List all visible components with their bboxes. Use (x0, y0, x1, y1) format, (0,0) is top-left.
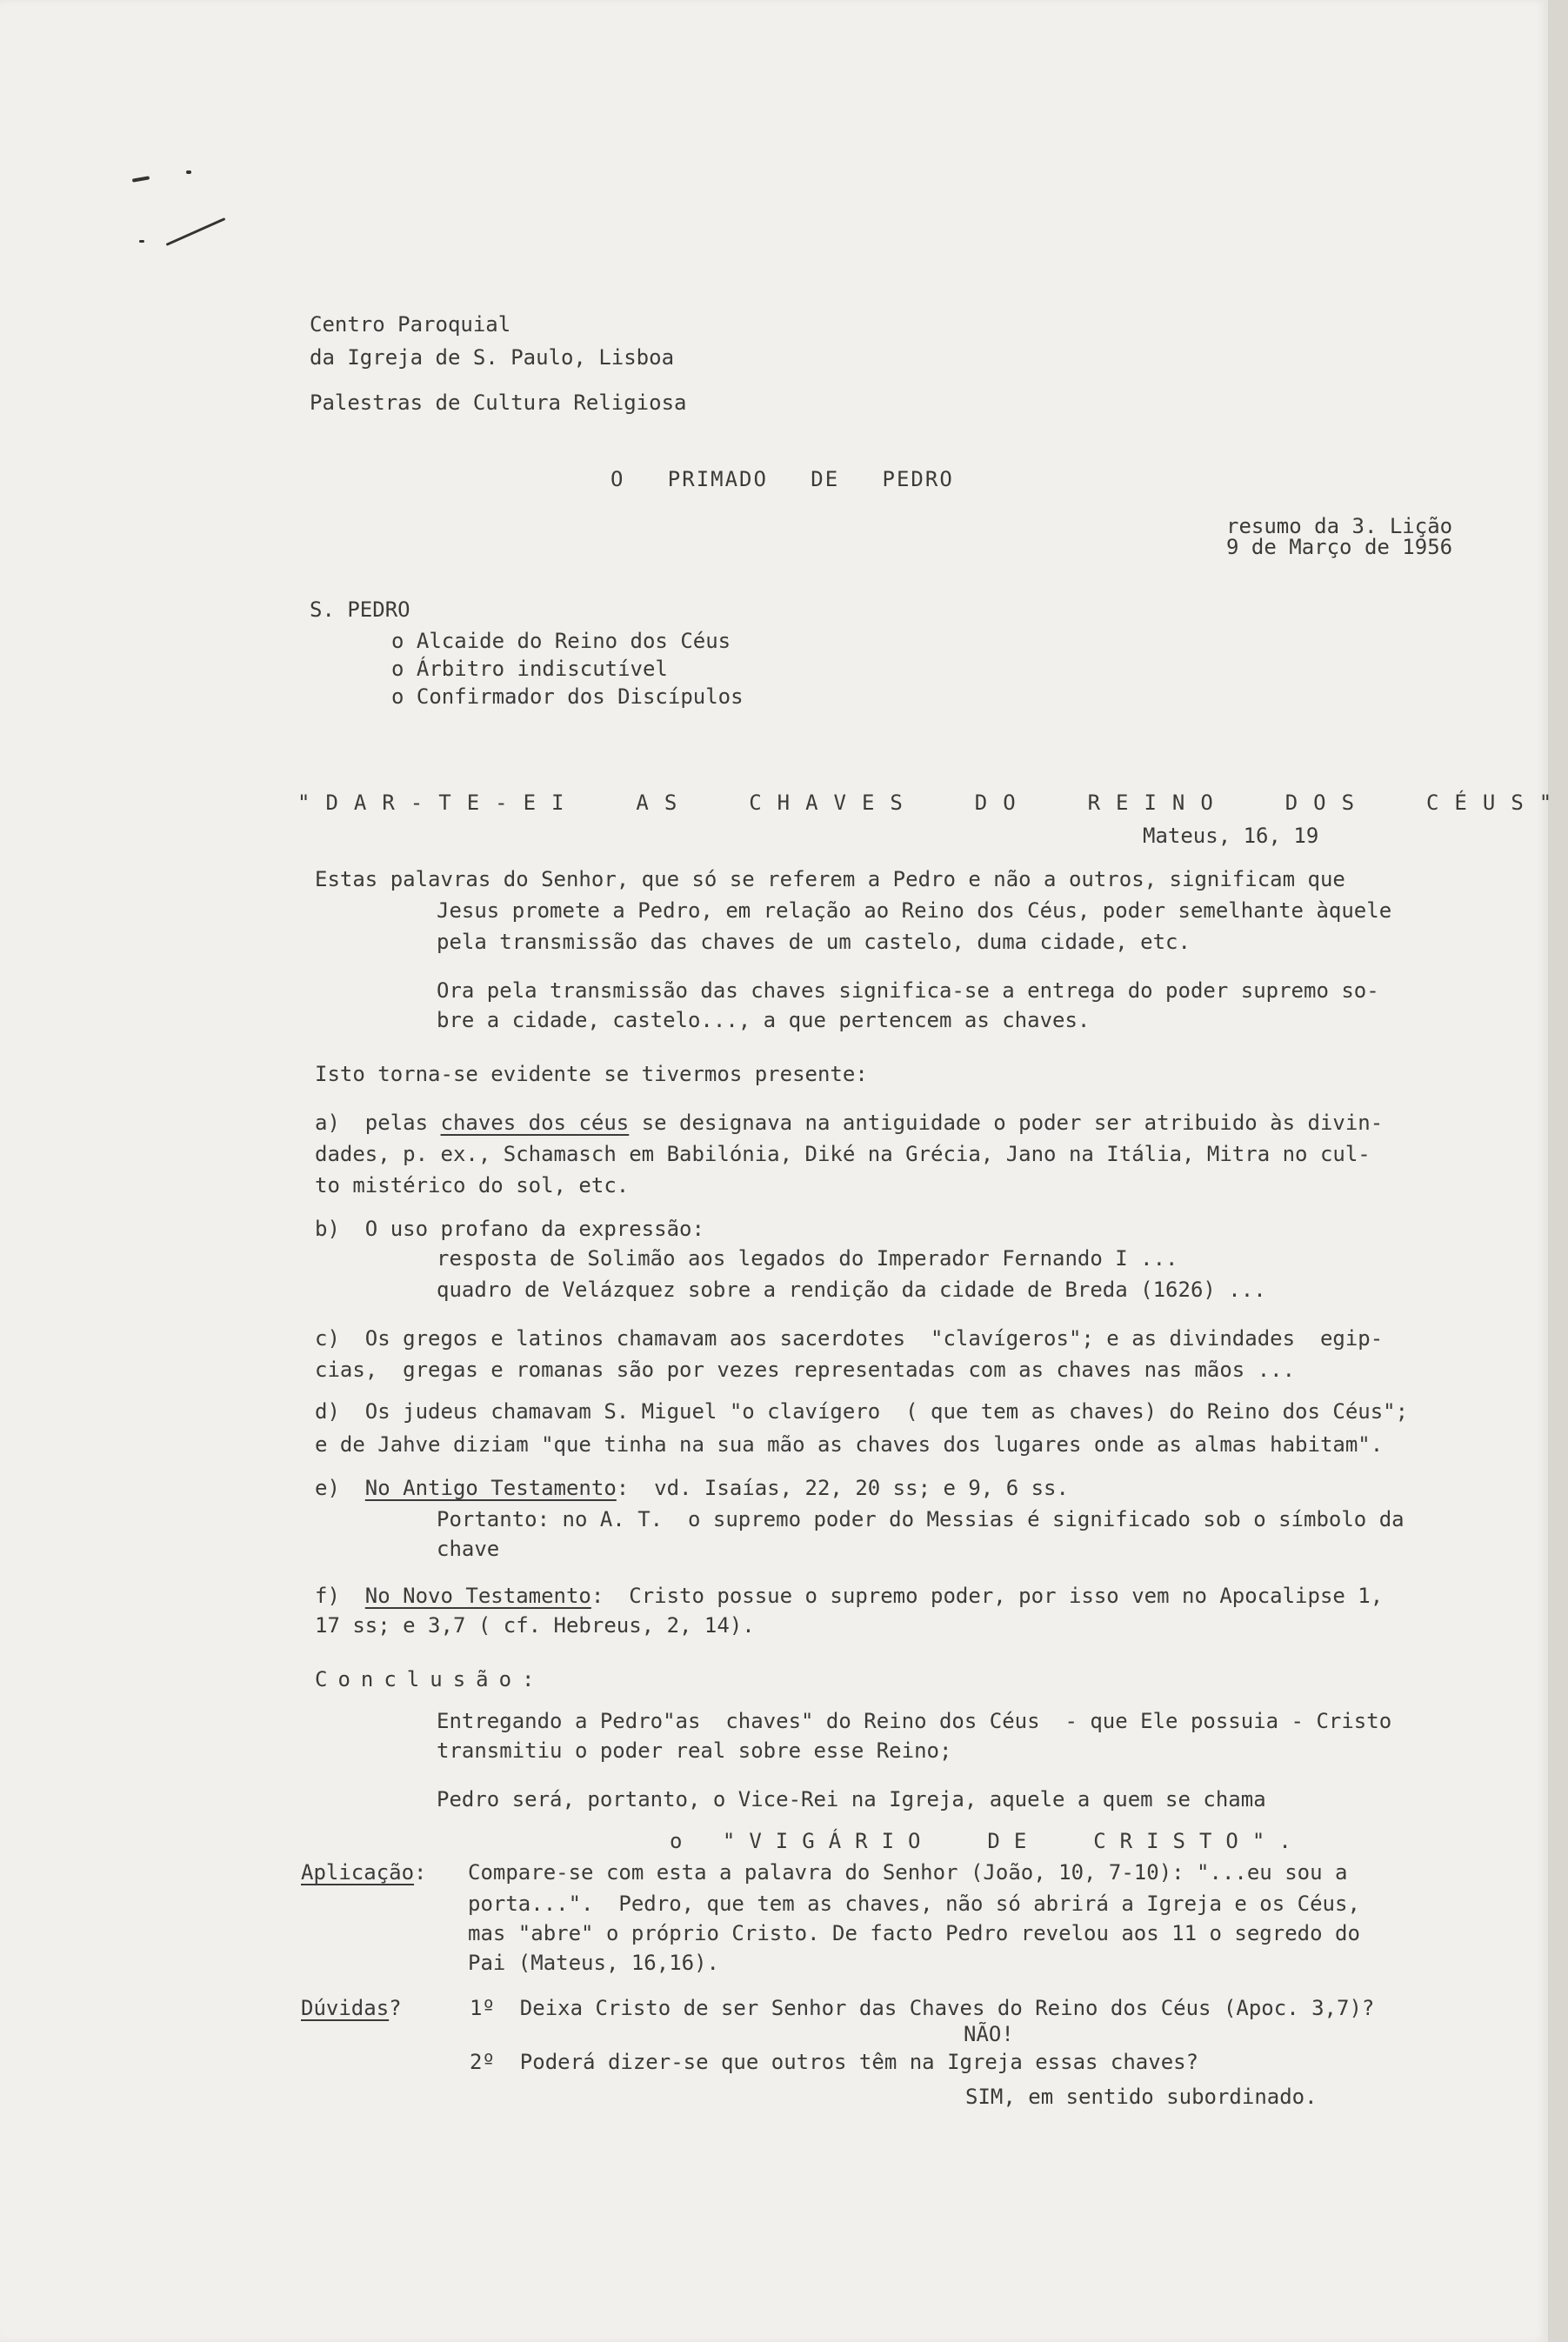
item-f-line: 17 ss; e 3,7 ( cf. Hebreus, 2, 14). (315, 1613, 755, 1638)
intro-line: Ora pela transmissão das chaves significa-se a entrega do poder supremo so- (437, 978, 1379, 1003)
conclusion-label: Conclusão: (315, 1667, 545, 1691)
item-b-line: b) O uso profano da expressão: (315, 1217, 704, 1241)
doubt-answer: NÃO! (964, 2022, 1014, 2046)
item-c-line: c) Os gregos e latinos chamavam aos sacerdotes "clavígeros"; e as divindades egip- (315, 1326, 1384, 1351)
item-e-line: Portanto: no A. T. o supremo poder do Messias é significado sob o símbolo da (437, 1507, 1405, 1531)
main-quote: "DAR-TE-EI AS CHAVES DO REINO DOS CÉUS" (297, 791, 1568, 815)
ink-mark (139, 240, 144, 243)
item-e-line (315, 1473, 1069, 1503)
item-c-line: cias, gregas e romanas são por vezes representadas com as chaves nas mãos ... (315, 1358, 1296, 1382)
intro-line: Isto torna-se evidente se tivermos presente: (315, 1062, 868, 1086)
conclusion-line: transmitiu o poder real sobre esse Reino; (437, 1738, 952, 1763)
saint-role: o Alcaide do Reino dos Céus (391, 629, 731, 653)
doubts-qmark: ? (389, 1996, 402, 2020)
series-title: Palestras de Cultura Religiosa (310, 390, 687, 415)
application-heading (301, 1858, 427, 1887)
vicar-title: o "VIGÁRIO DE CRISTO". (670, 1829, 1305, 1853)
conclusion-line: Pedro será, portanto, o Vice-Rei na Igreja, aquele a quem se chama (437, 1787, 1266, 1812)
application-line: Pai (Mateus, 16,16). (468, 1951, 719, 1975)
doubts-heading (301, 1993, 402, 2023)
item-a-rest: se designava na antiguidade o poder ser atribuido às divin- (629, 1111, 1384, 1135)
saint-role: o Árbitro indiscutível (391, 657, 668, 681)
paper-edge (1548, 0, 1568, 2342)
item-e-line: chave (437, 1537, 500, 1561)
application-colon: : (414, 1860, 427, 1885)
item-e-rest: : vd. Isaías, 22, 20 ss; e 9, 6 ss. (616, 1476, 1069, 1500)
item-f-line (315, 1581, 1383, 1611)
doubt-question: 1º Deixa Cristo de ser Senhor das Chaves do Reino dos Céus (Apoc. 3,7)? (470, 1996, 1375, 2020)
saint-name: S. PEDRO (310, 597, 410, 622)
document-title: O PRIMADO DE PEDRO (611, 467, 954, 491)
item-b-line: resposta de Solimão aos legados do Imperador Fernando I ... (437, 1246, 1178, 1271)
item-b-line: quadro de Velázquez sobre a rendição da cidade de Breda (1626) ... (437, 1278, 1266, 1302)
doubts-label: Dúvidas (301, 1996, 390, 2020)
item-a-line: to mistérico do sol, etc. (315, 1173, 630, 1198)
intro-line: Estas palavras do Senhor, que só se referem a Pedro e não a outros, significam que (315, 867, 1345, 891)
quote-reference: Mateus, 16, 19 (1143, 824, 1319, 848)
item-e-prefix: e) (315, 1476, 365, 1500)
saint-role: o Confirmador dos Discípulos (391, 684, 744, 709)
intro-line: bre a cidade, castelo..., a que pertencem as chaves. (437, 1008, 1091, 1032)
application-label: Aplicação (301, 1860, 415, 1885)
item-d-line: e de Jahve diziam "que tinha na sua mão as chaves dos lugares onde as almas habitam". (315, 1432, 1384, 1457)
lesson-date: 9 de Março de 1956 (1226, 535, 1453, 559)
item-f-prefix: f) (315, 1584, 365, 1608)
org-line-1: Centro Paroquial (310, 312, 511, 337)
application-line: porta...". Pedro, que tem as chaves, não só abrirá a Igreja e os Céus, (468, 1892, 1360, 1916)
item-a-prefix: a) pelas (315, 1111, 441, 1135)
item-d-line: d) Os judeus chamavam S. Miguel "o clavígero ( que tem as chaves) do Reino dos Céus"; (315, 1399, 1409, 1424)
item-a-line (315, 1108, 1383, 1138)
intro-line: pela transmissão das chaves de um castelo, duma cidade, etc. (437, 930, 1191, 954)
org-line-2: da Igreja de S. Paulo, Lisboa (310, 345, 675, 370)
lesson-label: resumo da 3. Lição (1226, 514, 1453, 538)
doubt-answer: SIM, em sentido subordinado. (965, 2085, 1318, 2109)
application-line: Compare-se com esta a palavra do Senhor (João, 10, 7-10): "...eu sou a (468, 1860, 1348, 1885)
item-a-line: dades, p. ex., Schamasch em Babilónia, Diké na Grécia, Jano na Itália, Mitra no cul- (315, 1142, 1371, 1166)
item-f-underlined: No Novo Testamento (364, 1584, 591, 1608)
ink-mark (186, 170, 191, 174)
item-e-underlined: No Antigo Testamento (364, 1476, 617, 1500)
conclusion-line: Entregando a Pedro"as chaves" do Reino dos Céus - que Ele possuia - Cristo (437, 1709, 1392, 1733)
application-line: mas "abre" o próprio Cristo. De facto Pedro revelou aos 11 o segredo do (468, 1921, 1360, 1945)
intro-line: Jesus promete a Pedro, em relação ao Reino dos Céus, poder semelhante àquele (437, 898, 1392, 923)
item-a-underlined: chaves dos céus (440, 1111, 630, 1135)
doubt-question: 2º Poderá dizer-se que outros têm na Igreja essas chaves? (470, 2050, 1199, 2074)
item-f-rest: : Cristo possue o supremo poder, por isso vem no Apocalipse 1, (591, 1584, 1384, 1608)
